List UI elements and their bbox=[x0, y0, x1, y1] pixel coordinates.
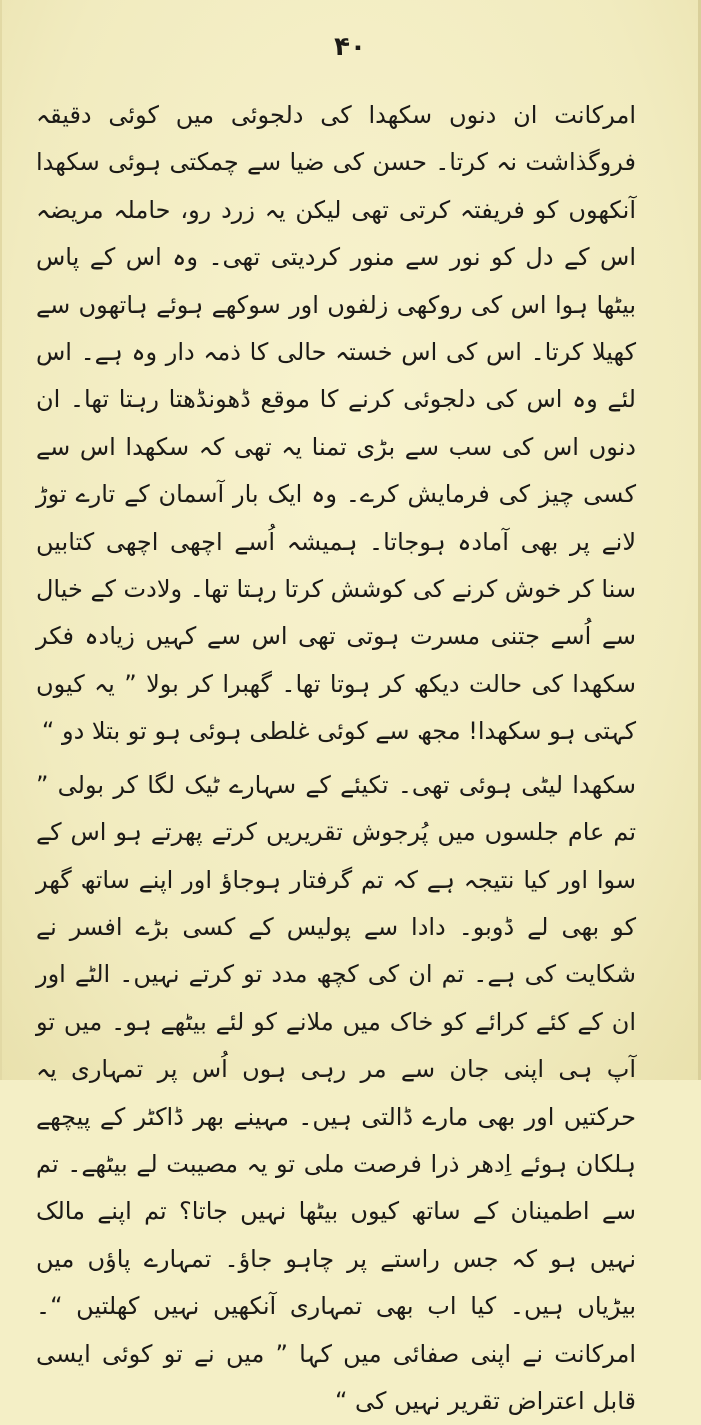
paragraph-2: سکھدا لیٹی ہوئی تھی۔ تکیئے کے سہارے ٹیک لگا کر بولی ” تم عام جلسوں میں پُرجوش تقریریں کرتے پھرتے ہو اس کے سوا اور کیا نتیجہ ہے کہ تم گرفتار ہوجاؤ اور اپنے ساتھ گھر کو بھی لے ڈوبو۔ دادا سے پولیس کے کسی بڑے افسر نے شکایت کی ہے۔ تم ان کی کچھ مدد تو کرتے نہیں۔ الٹے اور ان کے کئے کرائے کو خاک میں ملانے کو لئے بیٹھے ہو۔ میں تو آپ ہی اپنی جان سے مر رہی ہوں اُس پر تمہاری یہ حرکتیں اور بھی مارے ڈالتی ہیں۔ مہینے بھر ڈاکٹر کے پیچھے ہلکان ہوئے اِدھر ذرا فرصت ملی تو یہ مصیبت لے بیٹھے۔ تم سے اطمینان کے ساتھ کیوں بیٹھا نہیں جاتا؟ تم اپنے مالک نہیں ہو کہ جس راستے پر چاہو جاؤ۔ تمہارے پاؤں میں بیڑیاں ہیں۔ کیا اب بھی تمہاری آنکھیں نہیں کھلتیں “۔ امرکانت نے اپنی صفائی میں کہا ” میں نے تو کوئی ایسی قابل اعتراض تقریر نہیں کی “ bbox=[36, 770, 636, 1415]
page-body-text bbox=[36, 92, 636, 1425]
paragraph-1: امرکانت ان دنوں سکھدا کی دلجوئی میں کوئی دقیقہ فروگذاشت نہ کرتا۔ حسن کی ضیا سے چمکتی ہوئی سکھدا آنکھوں کو فریفتہ کرتی تھی لیکن یہ زرد رو، حاملہ مریضہ اس کے دل کو نور سے منور کردیتی تھی۔ وہ اس کے پاس بیٹھا ہوا اس کی روکھی زلفوں اور سوکھے ہوئے ہاتھوں سے کھیلا کرتا۔ اس کی اس خستہ حالی کا ذمہ دار وہ ہے۔ اس لئے وہ اس کی دلجوئی کرنے کا موقع ڈھونڈھتا رہتا تھا۔ ان دنوں اس کی سب سے بڑی تمنا یہ تھی کہ سکھدا اس سے کسی چیز کی فرمایش کرے۔ وہ ایک بار آسمان کے تارے توڑ لانے پر بھی آمادہ ہوجاتا۔ ہمیشہ اُسے اچھی اچھی کتابیں سنا کر خوش کرنے کی کوشش کرتا رہتا تھا۔ ولادت کے خیال سے اُسے جتنی مسرت ہوتی تھی اس سے کہیں زیادہ فکر سکھدا کی حالت دیکھ کر ہوتا تھا۔ گھبرا کر بولا ” یہ کیوں کہتی ہو سکھدا! مجھ سے کوئی غلطی ہوئی ہو تو بتلا دو “ bbox=[35, 101, 636, 746]
page-number: ۴۰ bbox=[334, 32, 366, 62]
